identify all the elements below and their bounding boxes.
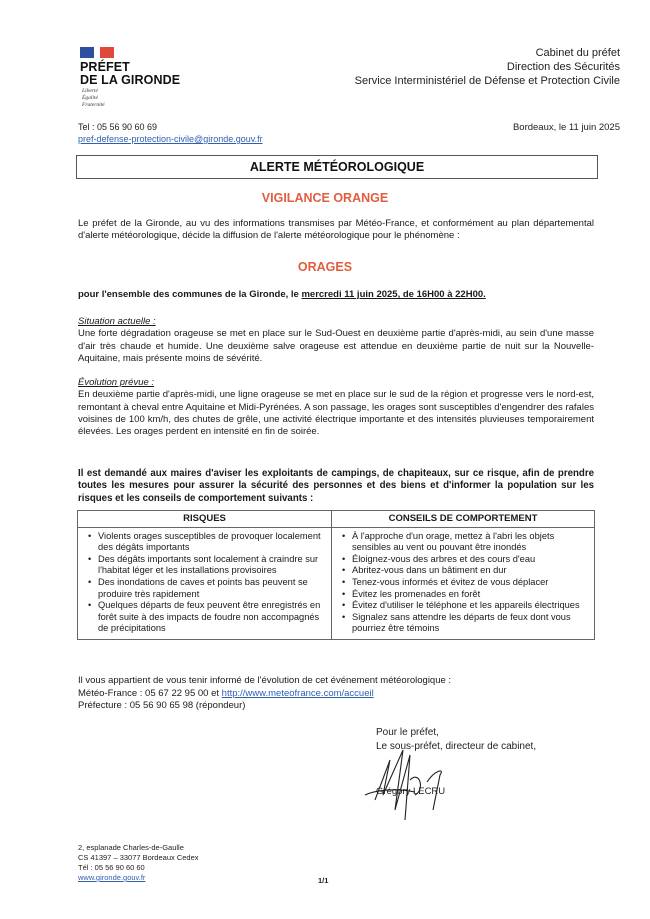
risk-item: • Violents orages susceptibles de provoquer localement des dégâts importants	[98, 531, 327, 554]
evolution-text: En deuxième partie d'après-midi, une ligne orageuse se met en place sur le sud de la région et progresse vers le nord-est, remontant à cheval entre Aquitaine et Midi-Pyrénées. A son passage, les orages sont susceptibles d'engendrer des rafales voisines de 100 km/h, des chutes de grêle, une activité électrique importante et des intensités pluvieuses temporairement élevées. Les orages perdent en intensité en fin de soirée.	[78, 389, 594, 438]
evolution-title: Évolution prévue :	[78, 377, 155, 388]
prefecture-logo-title	[80, 61, 180, 87]
header-direction: Direction des Sécurités	[506, 61, 620, 73]
advice-item: • Tenez-vous informés et évitez de vous déplacer	[352, 577, 590, 589]
logo-title-line1: PRÉFET	[80, 60, 130, 74]
header-cabinet: Cabinet du préfet	[535, 47, 620, 59]
advice-item: • Éloignez-vous des arbres et des cours d'eau	[352, 554, 590, 566]
logo-title-line2: DE LA GIRONDE	[80, 73, 181, 87]
info-prefecture: Préfecture : 05 56 90 65 98 (répondeur)	[78, 700, 246, 711]
signature-line1: Pour le préfet,	[376, 727, 439, 738]
alert-scope	[78, 289, 594, 301]
contact-email-link[interactable]: pref-defense-protection-civile@gironde.gouv.fr	[78, 134, 263, 144]
alert-intro: Le préfet de la Gironde, au vu des informations transmises par Météo-France, et conformément au plan départemental d'alerte météorologique, décide la diffusion de l'alerte météorologique pour le phénomène :	[78, 218, 594, 242]
footer-address	[78, 843, 199, 883]
info-section	[78, 675, 594, 713]
situation-title: Situation actuelle :	[78, 316, 156, 327]
page-number: 1/1	[318, 876, 329, 885]
flag-blue-stripe	[80, 47, 94, 58]
document-date: Bordeaux, le 11 juin 2025	[512, 122, 620, 133]
advice-list	[338, 531, 590, 635]
risk-item: • Quelques départs de feux peuvent être enregistrés en forêt suite à des impacts de foudre non accompagnés de précipitations	[98, 600, 327, 635]
scope-date: mercredi 11 juin 2025, de 16H00 à 22H00.	[301, 289, 486, 300]
advice-item: • Signalez sans attendre les départs de feux dont vous pourriez être témoins	[352, 612, 590, 635]
table-row	[78, 527, 595, 639]
footer-website-link[interactable]: www.gironde.gouv.fr	[78, 873, 146, 882]
mayors-notice: Il est demandé aux maires d'aviser les exploitants de campings, de chapiteaux, sur ce risque, afin de prendre toutes les mesures pour assurer la sécurité des personnes et des biens et d'informer la population sur les risques et les conseils de comportement suivants :	[78, 468, 594, 504]
footer-address-line2: CS 41397 – 33077 Bordeaux Cedex	[78, 853, 199, 862]
risks-list	[84, 531, 327, 635]
info-meteofrance	[78, 688, 594, 701]
vigilance-level: VIGILANCE ORANGE	[261, 191, 389, 205]
signature-line2: Le sous-préfet, directeur de cabinet,	[376, 740, 537, 752]
handwritten-signature-icon	[355, 740, 485, 825]
advice-item: • À l'approche d'un orage, mettez à l'abri les objets sensibles au vent ou pouvant être inondés	[352, 531, 590, 554]
motto-egalite: Égalité	[82, 95, 98, 101]
scope-prefix: pour l'ensemble des communes de la Gironde, le	[78, 289, 302, 300]
risks-advice-table	[77, 510, 595, 640]
flag-red-stripe	[100, 47, 114, 58]
header-risks: RISQUES	[78, 511, 332, 528]
header-service: Service Interministériel de Défense et Protection Civile	[354, 75, 620, 87]
situation-text: Une forte dégradation orageuse se met en place sur le Sud-Ouest en deuxième partie d'après-midi, au sein d'une masse d'air très chaude et humide. Une deuxième salve orageuse est attendue en deuxième partie de nuit sur la Nouvelle-Aquitaine, mais présente moins de sévérité.	[78, 328, 594, 364]
table-header-row	[78, 511, 595, 528]
footer-phone: Tél : 05 56 90 60 60	[78, 863, 145, 872]
contact-phone: Tel : 05 56 90 60 69	[78, 122, 158, 132]
phenomenon-title: ORAGES	[297, 260, 353, 274]
header-advice: CONSEILS DE COMPORTEMENT	[332, 511, 595, 528]
advice-item: • Évitez les promenades en forêt	[352, 589, 590, 601]
evolution-section	[78, 377, 594, 438]
advice-item: • Abritez-vous dans un bâtiment en dur	[352, 565, 590, 577]
motto-fraternite: Fraternité	[82, 102, 105, 108]
meteofrance-link[interactable]: http://www.meteofrance.com/accueil	[221, 687, 374, 699]
advice-cell	[332, 527, 595, 639]
situation-section	[78, 316, 594, 365]
alert-title-box: ALERTE MÉTÉOROLOGIQUE	[76, 155, 598, 179]
info-intro: Il vous appartient de vous tenir informé de l'évolution de cet événement météorologique :	[78, 675, 452, 686]
issuing-service	[355, 46, 620, 88]
motto-liberte: Liberté	[82, 88, 98, 94]
risk-item: • Des dégâts importants sont localement à craindre sur l'habitat léger et les installations provisoires	[98, 554, 327, 577]
risks-cell	[78, 527, 332, 639]
risk-item: • Des inondations de caves et points bas peuvent se produire très rapidement	[98, 577, 327, 600]
advice-item: • Évitez d'utiliser le téléphone et les appareils électriques	[352, 600, 590, 612]
signatory-name: Grégory LECRU	[376, 786, 446, 797]
footer-address-line1: 2, esplanade Charles-de-Gaulle	[78, 843, 184, 852]
marianne-flag-logo	[80, 47, 114, 58]
meteofrance-phone: Météo-France : 05 67 22 95 00 et	[78, 687, 222, 699]
republic-motto	[82, 88, 105, 109]
